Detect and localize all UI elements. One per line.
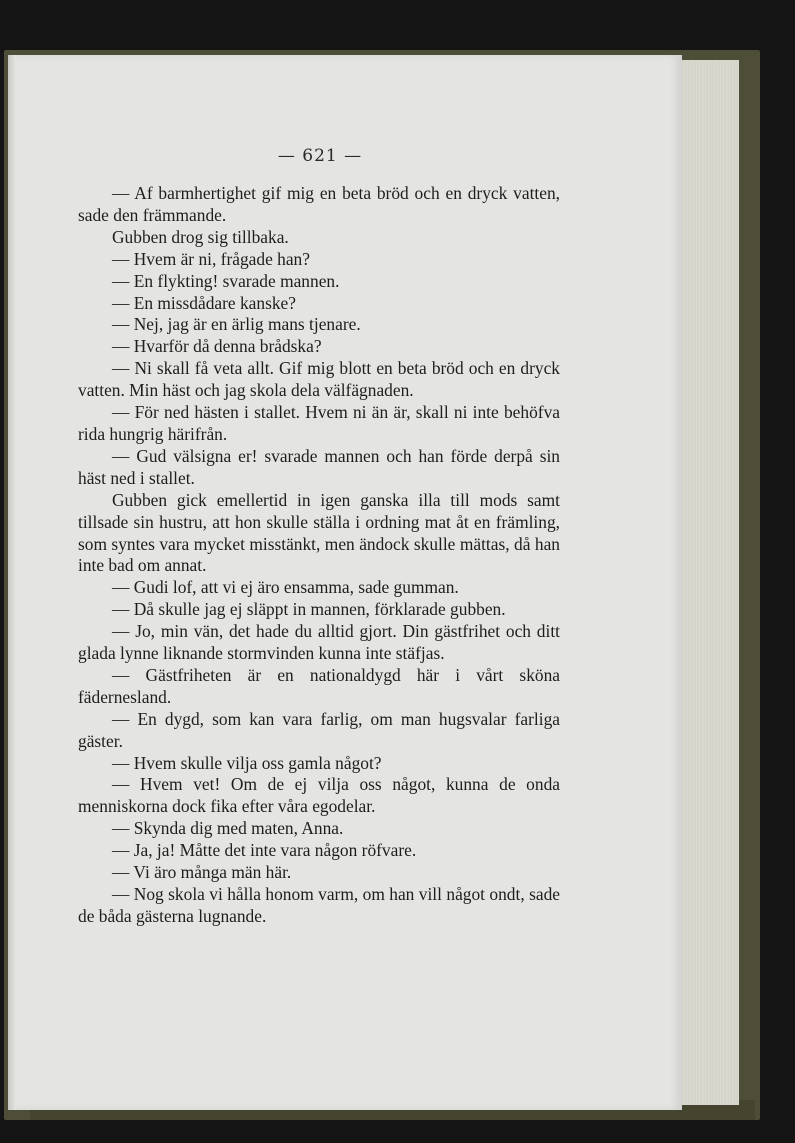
paragraph: — En missdådare kanske? bbox=[112, 292, 296, 313]
paragraph: — En dygd, som kan vara farlig, om man hugsvalar farliga gäster. bbox=[78, 708, 560, 751]
paragraph: Gubben gick emellertid in igen ganska illa till mods samt tillsade sin hustru, att hon skulle ställa i ordning mat åt en främling, som syntes vara mycket misstänkt, men ändock skulle mättas, då han inte bad om annat. bbox=[78, 489, 560, 576]
paragraph: — Vi äro många män här. bbox=[112, 862, 292, 883]
paragraph: — Nog skola vi hålla honom varm, om han vill något ondt, sade de båda gästerna lugnande. bbox=[78, 884, 560, 926]
paragraph: — Hvarför då denna brådska? bbox=[112, 336, 322, 357]
paragraph: — Gästfriheten är en nationaldygd här i vårt sköna fädernesland. bbox=[78, 664, 560, 707]
paragraph: — Hvem skulle vilja oss gamla något? bbox=[112, 752, 382, 773]
paragraph: — Gud välsigna er! svarade mannen och han förde derpå sin häst ned i stallet. bbox=[78, 445, 560, 488]
paragraph: — Jo, min vän, det hade du alltid gjort. Din gästfrihet och ditt glada lynne liknande stormvinden kunna inte stäfjas. bbox=[78, 621, 560, 664]
paragraph: — Hvem är ni, frågade han? bbox=[112, 248, 310, 269]
page-edges bbox=[676, 60, 739, 1105]
paragraph: — Ni skall få veta allt. Gif mig blott en beta bröd och en dryck vatten. Min häst och jag skola dela välfägnaden. bbox=[78, 358, 560, 401]
paragraph: Gubben drog sig tillbaka. bbox=[112, 226, 289, 247]
paragraph: — Gudi lof, att vi ej äro ensamma, sade gumman. bbox=[112, 577, 459, 598]
paragraph: — För ned hästen i stallet. Hvem ni än är, skall ni inte behöfva rida hungrig härifrån. bbox=[78, 402, 560, 444]
paragraph: — Hvem vet! Om de ej vilja oss något, kunna de onda menniskorna dock fika efter våra egodelar. bbox=[78, 774, 560, 817]
body-text bbox=[78, 183, 560, 928]
paragraph: — Nej, jag är en ärlig mans tjenare. bbox=[112, 314, 361, 335]
paragraph: — Då skulle jag ej släppt in mannen, förklarade gubben. bbox=[112, 599, 506, 620]
page-number: — 621 — bbox=[277, 146, 363, 166]
paragraph: — Skynda dig med maten, Anna. bbox=[112, 818, 344, 839]
paragraph: — En flykting! svarade mannen. bbox=[112, 270, 340, 291]
paragraph: — Ja, ja! Måtte det inte vara någon röfvare. bbox=[112, 840, 417, 861]
page-gutter-shadow bbox=[8, 55, 16, 1110]
paragraph: — Af barmhertighet gif mig en beta bröd och en dryck vatten, sade den främmande. bbox=[78, 183, 560, 225]
